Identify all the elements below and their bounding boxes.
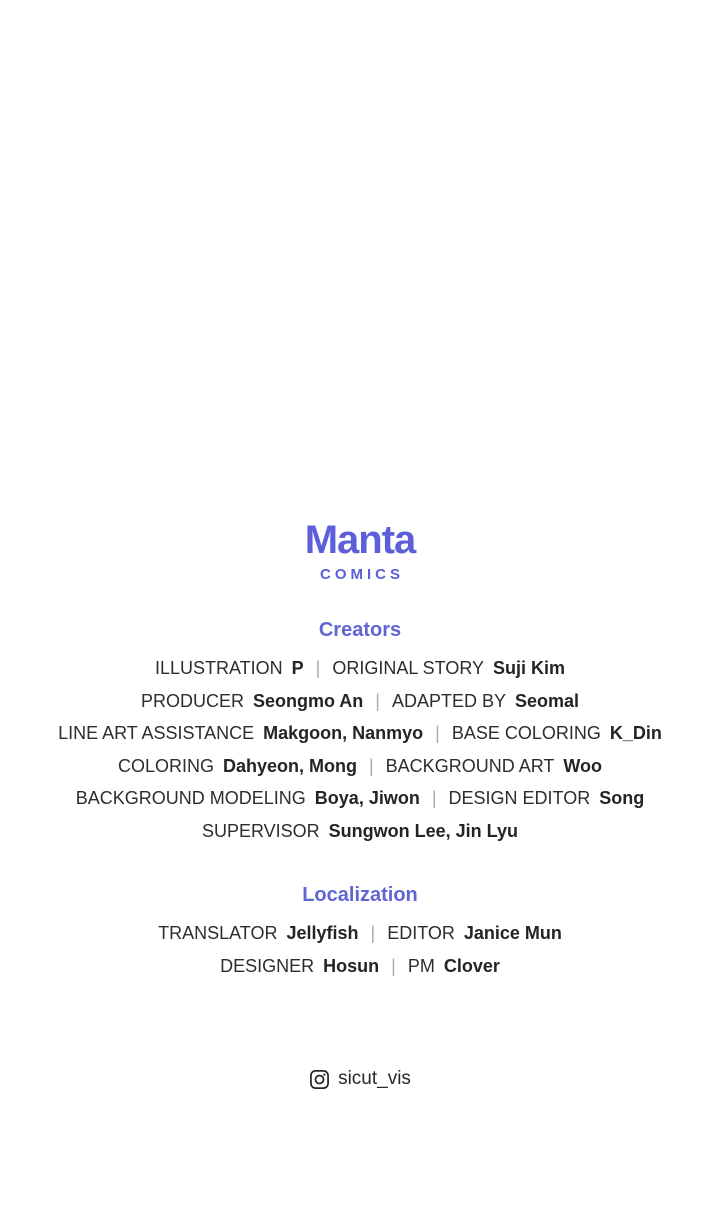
credit-name: Janice Mun — [463, 923, 562, 943]
credit-separator: | — [315, 658, 321, 678]
credit-line — [0, 917, 720, 950]
credit-name: Dahyeon, Mong — [222, 755, 357, 776]
credit-label: BACKGROUND MODELING — [75, 788, 306, 808]
credit-separator: | — [368, 755, 374, 776]
credit-sections — [0, 618, 720, 982]
credit-name: Song — [599, 788, 645, 808]
credit-name: Jellyfish — [286, 923, 359, 943]
credit-name: Seomal — [515, 690, 580, 711]
credit-label: DESIGNER — [220, 955, 315, 976]
instagram-handle: sicut_vis — [338, 1068, 411, 1089]
credit-name: Sungwon Lee, Jin Lyu — [328, 820, 519, 841]
credit-label: EDITOR — [387, 923, 455, 943]
credit-name: Makgoon, Nanmyo — [263, 723, 424, 743]
credit-line — [0, 685, 720, 718]
credit-separator: | — [435, 723, 440, 743]
section-creators — [0, 618, 720, 847]
section-localization — [0, 883, 720, 982]
credit-separator: | — [375, 690, 380, 711]
credit-label: PRODUCER — [140, 690, 244, 711]
credit-line — [0, 950, 720, 983]
credit-label: ADAPTED BY — [391, 690, 507, 711]
credit-line — [0, 815, 720, 848]
section-title: Localization — [302, 884, 418, 906]
credit-name: P — [291, 658, 304, 678]
credit-label: SUPERVISOR — [201, 820, 320, 841]
credits-content — [0, 520, 720, 1090]
credit-separator: | — [370, 923, 376, 943]
manta-logo: Manta — [304, 518, 416, 562]
credit-line — [0, 652, 720, 685]
credit-name: Suji Kim — [493, 658, 566, 678]
credit-separator: | — [431, 788, 437, 808]
credit-name: Hosun — [323, 955, 380, 976]
credit-line — [0, 750, 720, 783]
credit-label: LINE ART ASSISTANCE — [58, 723, 255, 743]
credit-label: PM — [407, 955, 435, 976]
credit-label: TRANSLATOR — [158, 923, 278, 943]
instagram-icon — [309, 1069, 330, 1090]
credit-line — [0, 782, 720, 815]
credit-name: K_Din — [609, 723, 662, 743]
brand — [0, 520, 720, 582]
manta-comics-wordmark: COMICS — [320, 566, 404, 583]
section-title: Creators — [318, 619, 402, 641]
credit-label: ILLUSTRATION — [154, 658, 283, 678]
credit-label: BASE COLORING — [451, 723, 601, 743]
credit-separator: | — [391, 955, 396, 976]
credit-name: Clover — [443, 955, 500, 976]
credit-name: Boya, Jiwon — [314, 788, 420, 808]
credit-name: Woo — [563, 755, 603, 776]
credit-line — [0, 717, 720, 750]
credit-label: BACKGROUND ART — [385, 755, 555, 776]
credit-label: DESIGN EDITOR — [448, 788, 591, 808]
instagram-credit — [0, 1068, 720, 1090]
credit-label: COLORING — [117, 755, 214, 776]
credit-label: ORIGINAL STORY — [332, 658, 485, 678]
credit-name: Seongmo An — [252, 690, 364, 711]
